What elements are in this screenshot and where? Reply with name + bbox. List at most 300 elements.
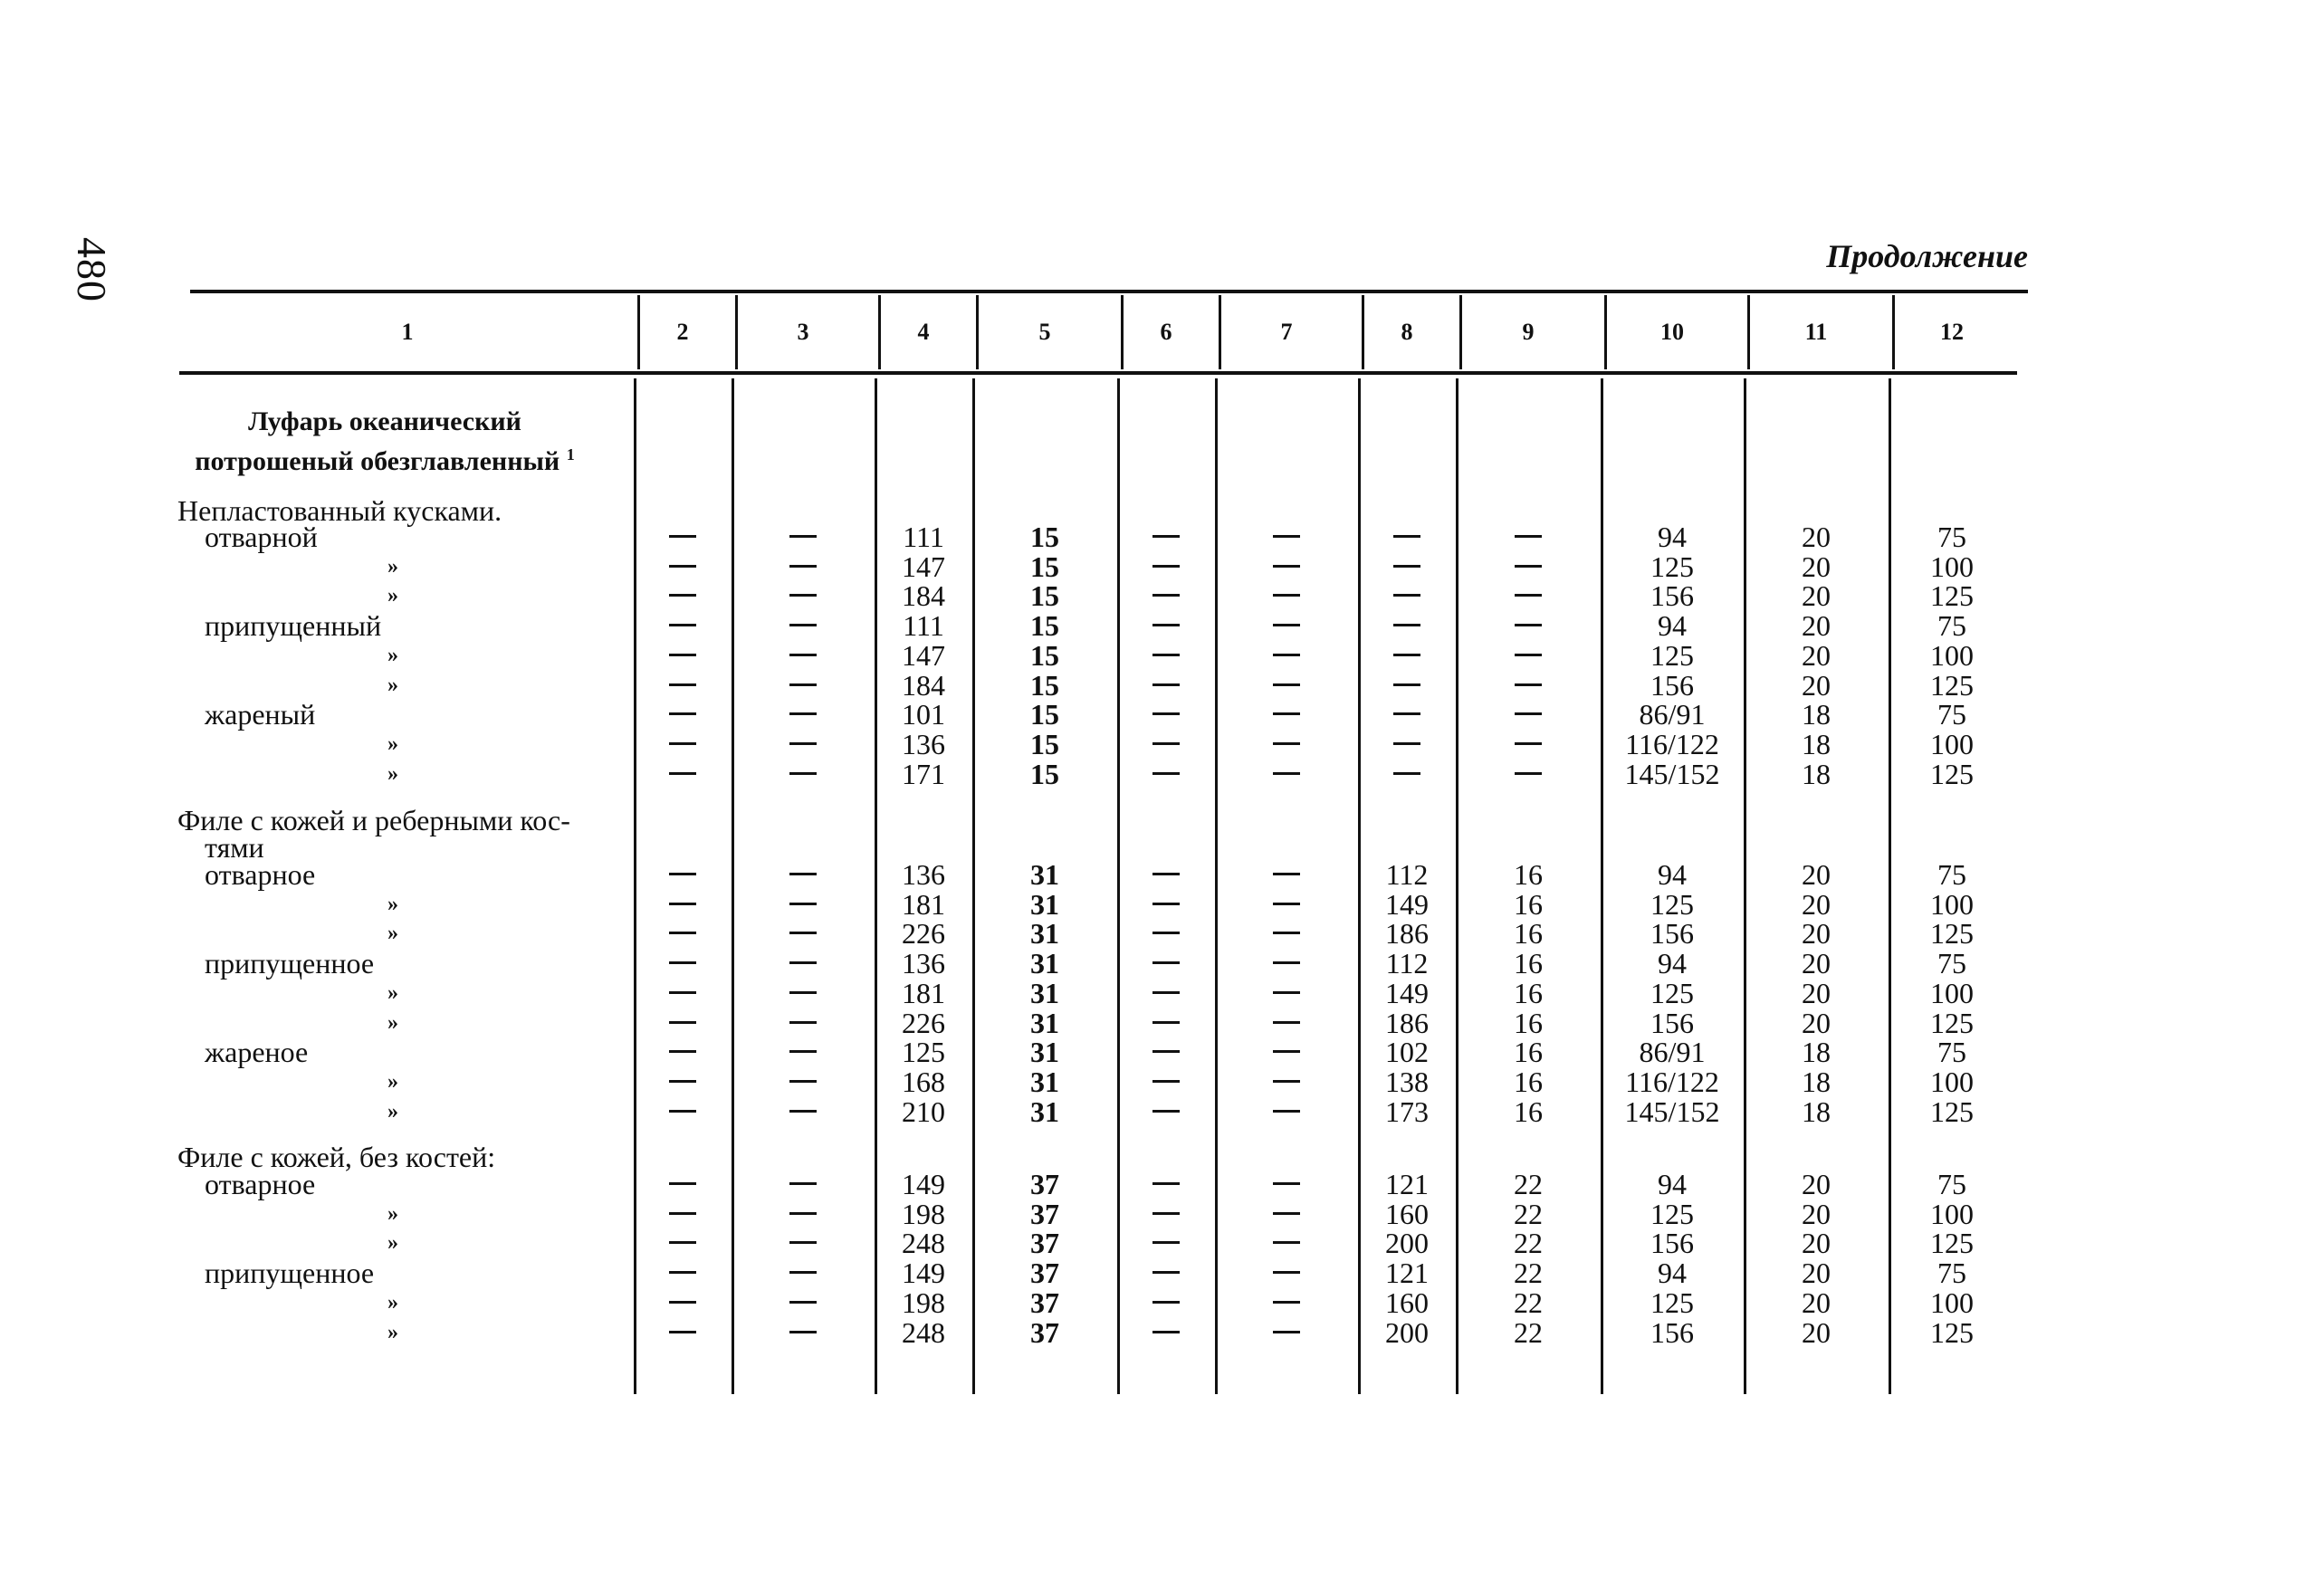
- cell-col8: 149: [1385, 976, 1429, 1009]
- empty-cell-dash: [669, 742, 696, 745]
- empty-cell-dash: [1393, 624, 1420, 626]
- cell-col11: 18: [1802, 757, 1831, 790]
- empty-cell-dash: [1515, 683, 1542, 686]
- section-title-line1: Луфарь океанический: [248, 406, 521, 436]
- cell-col11: 20: [1802, 1285, 1831, 1319]
- cell-col5: 15: [1030, 638, 1059, 672]
- cell-col4: 125: [902, 1036, 945, 1069]
- ditto-mark: »: [387, 584, 398, 608]
- empty-cell-dash: [669, 1271, 696, 1274]
- cell-col12: 100: [1930, 1065, 1974, 1098]
- ditto-mark: »: [387, 1069, 398, 1094]
- empty-cell-dash: [789, 1021, 817, 1024]
- empty-cell-dash: [1273, 565, 1300, 568]
- column-header-8: 8: [1401, 319, 1413, 345]
- header-bottom-rule: [179, 371, 2017, 375]
- page-number: 480: [69, 237, 115, 302]
- cell-col11: 20: [1802, 1315, 1831, 1349]
- cell-col10: 125: [1650, 887, 1694, 921]
- cell-col9: 16: [1514, 887, 1543, 921]
- cell-col5: 31: [1030, 1065, 1059, 1098]
- cell-col10: 116/122: [1625, 1065, 1719, 1098]
- empty-cell-dash: [1152, 991, 1180, 994]
- cell-col5: 31: [1030, 1036, 1059, 1069]
- empty-cell-dash: [1152, 873, 1180, 875]
- empty-cell-dash: [669, 903, 696, 905]
- empty-cell-dash: [669, 1212, 696, 1215]
- cell-col5: 15: [1030, 757, 1059, 790]
- empty-cell-dash: [1152, 594, 1180, 597]
- empty-cell-dash: [1273, 683, 1300, 686]
- empty-cell-dash: [1273, 903, 1300, 905]
- cell-col10: 156: [1650, 1315, 1694, 1349]
- cell-col11: 20: [1802, 638, 1831, 672]
- cell-col10: 156: [1650, 1006, 1694, 1039]
- empty-cell-dash: [669, 1080, 696, 1083]
- column-divider: [1215, 378, 1218, 1394]
- cell-col8: 102: [1385, 1036, 1429, 1069]
- column-divider: [634, 378, 636, 1394]
- cell-col11: 20: [1802, 1257, 1831, 1290]
- cell-col5: 15: [1030, 668, 1059, 702]
- column-header-5: 5: [1038, 319, 1051, 345]
- cell-col12: 75: [1937, 698, 1966, 731]
- ditto-mark: »: [387, 1010, 398, 1035]
- empty-cell-dash: [789, 565, 817, 568]
- empty-cell-dash: [1152, 535, 1180, 538]
- cell-col5: 31: [1030, 887, 1059, 921]
- cell-col8: 200: [1385, 1227, 1429, 1260]
- empty-cell-dash: [789, 1080, 817, 1083]
- empty-cell-dash: [669, 961, 696, 964]
- column-header-10: 10: [1660, 319, 1684, 345]
- cell-col8: 160: [1385, 1197, 1429, 1230]
- empty-cell-dash: [1152, 772, 1180, 775]
- cell-col10: 94: [1658, 1168, 1687, 1200]
- empty-cell-dash: [1393, 683, 1420, 686]
- cell-col8: 138: [1385, 1065, 1429, 1098]
- ditto-mark: »: [387, 1320, 398, 1344]
- cell-col8: 149: [1385, 887, 1429, 921]
- empty-cell-dash: [1393, 594, 1420, 597]
- empty-cell-dash: [1152, 683, 1180, 686]
- cell-col5: 37: [1030, 1227, 1059, 1260]
- cell-col8: 186: [1385, 917, 1429, 951]
- empty-cell-dash: [1152, 624, 1180, 626]
- cell-col12: 75: [1937, 609, 1966, 643]
- ditto-mark: »: [387, 673, 398, 697]
- cell-col4: 184: [902, 579, 945, 613]
- empty-cell-dash: [1515, 742, 1542, 745]
- empty-cell-dash: [1273, 594, 1300, 597]
- cell-col5: 37: [1030, 1257, 1059, 1290]
- empty-cell-dash: [789, 873, 817, 875]
- empty-cell-dash: [789, 932, 817, 934]
- empty-cell-dash: [1273, 624, 1300, 626]
- top-rule: [190, 290, 2028, 293]
- cell-col10: 125: [1650, 976, 1694, 1009]
- empty-cell-dash: [789, 772, 817, 775]
- cell-col12: 100: [1930, 887, 1974, 921]
- cell-col4: 136: [902, 858, 945, 891]
- empty-cell-dash: [789, 1182, 817, 1185]
- cell-col8: 200: [1385, 1315, 1429, 1349]
- column-header-2: 2: [676, 319, 689, 345]
- empty-cell-dash: [669, 932, 696, 934]
- column-divider: [1117, 378, 1120, 1394]
- cell-col4: 136: [902, 727, 945, 760]
- empty-cell-dash: [669, 624, 696, 626]
- empty-cell-dash: [1273, 712, 1300, 715]
- cell-col8: 173: [1385, 1094, 1429, 1128]
- row-label: отварное: [205, 858, 316, 891]
- empty-cell-dash: [669, 1301, 696, 1304]
- cell-col10: 116/122: [1625, 727, 1719, 760]
- cell-col9: 16: [1514, 947, 1543, 980]
- cell-col12: 100: [1930, 1285, 1974, 1319]
- empty-cell-dash: [1273, 991, 1300, 994]
- empty-cell-dash: [789, 991, 817, 994]
- cell-col5: 37: [1030, 1168, 1059, 1200]
- cell-col4: 181: [902, 976, 945, 1009]
- cell-col10: 86/91: [1639, 698, 1706, 731]
- cell-col5: 15: [1030, 727, 1059, 760]
- cell-col10: 125: [1650, 1285, 1694, 1319]
- cell-col12: 125: [1930, 1006, 1974, 1039]
- cell-col11: 20: [1802, 521, 1831, 553]
- empty-cell-dash: [1273, 1271, 1300, 1274]
- cell-col5: 31: [1030, 858, 1059, 891]
- cell-col4: 101: [902, 698, 945, 731]
- cell-col10: 125: [1650, 1197, 1694, 1230]
- cell-col4: 168: [902, 1065, 945, 1098]
- empty-cell-dash: [1273, 1301, 1300, 1304]
- cell-col10: 94: [1658, 1257, 1687, 1290]
- empty-cell-dash: [669, 712, 696, 715]
- continuation-label: Продолжение: [1826, 238, 2028, 274]
- empty-cell-dash: [789, 594, 817, 597]
- cell-col10: 94: [1658, 858, 1687, 891]
- cell-col9: 22: [1514, 1285, 1543, 1319]
- cell-col5: 37: [1030, 1197, 1059, 1230]
- empty-cell-dash: [1152, 1110, 1180, 1113]
- empty-cell-dash: [669, 1182, 696, 1185]
- empty-cell-dash: [1152, 961, 1180, 964]
- cell-col10: 156: [1650, 917, 1694, 951]
- column-header-3: 3: [797, 319, 809, 345]
- cell-col11: 20: [1802, 1197, 1831, 1230]
- empty-cell-dash: [669, 1331, 696, 1333]
- cell-col9: 16: [1514, 858, 1543, 891]
- cell-col12: 100: [1930, 727, 1974, 760]
- cell-col12: 125: [1930, 579, 1974, 613]
- cell-col11: 20: [1802, 609, 1831, 643]
- cell-col10: 94: [1658, 947, 1687, 980]
- ditto-mark: »: [387, 1231, 398, 1256]
- cell-col11: 20: [1802, 668, 1831, 702]
- row-label: припущенное: [205, 947, 375, 980]
- cell-col4: 136: [902, 947, 945, 980]
- empty-cell-dash: [1515, 712, 1542, 715]
- ditto-mark: »: [387, 643, 398, 667]
- empty-cell-dash: [789, 1301, 817, 1304]
- cell-col8: 121: [1385, 1168, 1429, 1200]
- cell-col11: 18: [1802, 727, 1831, 760]
- empty-cell-dash: [789, 961, 817, 964]
- cell-col9: 16: [1514, 976, 1543, 1009]
- empty-cell-dash: [789, 1212, 817, 1215]
- column-header-11: 11: [1804, 319, 1828, 345]
- empty-cell-dash: [669, 1050, 696, 1053]
- empty-cell-dash: [1515, 624, 1542, 626]
- empty-cell-dash: [1273, 1331, 1300, 1333]
- section-title: [181, 406, 588, 478]
- cell-col10: 156: [1650, 1227, 1694, 1260]
- cell-col5: 15: [1030, 521, 1059, 553]
- cell-col4: 198: [902, 1285, 945, 1319]
- empty-cell-dash: [1152, 654, 1180, 656]
- cell-col12: 125: [1930, 668, 1974, 702]
- ditto-mark: »: [387, 922, 398, 946]
- cell-col4: 210: [902, 1094, 945, 1128]
- empty-cell-dash: [669, 535, 696, 538]
- empty-cell-dash: [789, 535, 817, 538]
- empty-cell-dash: [789, 624, 817, 626]
- cell-col12: 75: [1937, 1168, 1966, 1200]
- cell-col10: 145/152: [1624, 1094, 1720, 1128]
- ditto-mark: »: [387, 980, 398, 1005]
- empty-cell-dash: [1152, 1212, 1180, 1215]
- column-header-12: 12: [1940, 319, 1964, 345]
- empty-cell-dash: [1152, 1301, 1180, 1304]
- cell-col9: 16: [1514, 1006, 1543, 1039]
- ditto-mark: »: [387, 1099, 398, 1123]
- empty-cell-dash: [789, 742, 817, 745]
- cell-col10: 125: [1650, 550, 1694, 583]
- empty-cell-dash: [1273, 742, 1300, 745]
- empty-cell-dash: [1152, 932, 1180, 934]
- cell-col10: 94: [1658, 609, 1687, 643]
- empty-cell-dash: [1152, 565, 1180, 568]
- empty-cell-dash: [1273, 873, 1300, 875]
- empty-cell-dash: [1515, 565, 1542, 568]
- empty-cell-dash: [789, 1050, 817, 1053]
- empty-cell-dash: [789, 903, 817, 905]
- empty-cell-dash: [789, 654, 817, 656]
- cell-col11: 20: [1802, 947, 1831, 980]
- empty-cell-dash: [1273, 932, 1300, 934]
- ditto-mark: »: [387, 761, 398, 786]
- column-header-1: 1: [401, 319, 414, 345]
- empty-cell-dash: [789, 712, 817, 715]
- empty-cell-dash: [1152, 742, 1180, 745]
- empty-cell-dash: [1515, 772, 1542, 775]
- cell-col12: 100: [1930, 638, 1974, 672]
- cell-col11: 20: [1802, 976, 1831, 1009]
- empty-cell-dash: [1152, 1271, 1180, 1274]
- ditto-mark: »: [387, 892, 398, 916]
- cell-col11: 20: [1802, 550, 1831, 583]
- empty-cell-dash: [1273, 1110, 1300, 1113]
- cell-col4: 149: [902, 1168, 945, 1200]
- empty-cell-dash: [1273, 772, 1300, 775]
- footnote-mark: 1: [566, 445, 575, 464]
- empty-cell-dash: [1515, 654, 1542, 656]
- empty-cell-dash: [1152, 1241, 1180, 1244]
- cell-col8: 121: [1385, 1257, 1429, 1290]
- empty-cell-dash: [669, 654, 696, 656]
- empty-cell-dash: [1152, 903, 1180, 905]
- cell-col8: 112: [1385, 947, 1429, 980]
- cell-col8: 186: [1385, 1006, 1429, 1039]
- empty-cell-dash: [1273, 654, 1300, 656]
- cell-col4: 198: [902, 1197, 945, 1230]
- cell-col11: 20: [1802, 1227, 1831, 1260]
- empty-cell-dash: [1273, 1182, 1300, 1185]
- cell-col12: 75: [1937, 947, 1966, 980]
- empty-cell-dash: [1393, 712, 1420, 715]
- empty-cell-dash: [1393, 565, 1420, 568]
- empty-cell-dash: [1273, 1021, 1300, 1024]
- row-label: отварное: [205, 1168, 316, 1200]
- ditto-mark: »: [387, 1290, 398, 1314]
- cell-col9: 16: [1514, 1036, 1543, 1069]
- column-header-4: 4: [917, 319, 930, 345]
- section-title-line2: потрошеный обезглавленный: [195, 446, 560, 476]
- empty-cell-dash: [1273, 1080, 1300, 1083]
- cell-col4: 111: [903, 609, 944, 643]
- cell-col11: 20: [1802, 1168, 1831, 1200]
- cell-col9: 22: [1514, 1168, 1543, 1200]
- cell-col11: 20: [1802, 887, 1831, 921]
- cell-col9: 22: [1514, 1197, 1543, 1230]
- cell-col8: 160: [1385, 1285, 1429, 1319]
- cell-col10: 145/152: [1624, 757, 1720, 790]
- empty-cell-dash: [669, 991, 696, 994]
- cell-col9: 16: [1514, 1094, 1543, 1128]
- empty-cell-dash: [1515, 535, 1542, 538]
- cell-col11: 18: [1802, 1036, 1831, 1069]
- empty-cell-dash: [789, 683, 817, 686]
- row-label: припущенный: [205, 609, 382, 643]
- empty-cell-dash: [669, 873, 696, 875]
- cell-col4: 184: [902, 668, 945, 702]
- empty-cell-dash: [789, 1241, 817, 1244]
- ditto-mark: »: [387, 554, 398, 578]
- cell-col12: 100: [1930, 976, 1974, 1009]
- cell-col10: 156: [1650, 668, 1694, 702]
- empty-cell-dash: [1273, 961, 1300, 964]
- empty-cell-dash: [1515, 594, 1542, 597]
- cell-col12: 100: [1930, 550, 1974, 583]
- cell-col5: 31: [1030, 917, 1059, 951]
- cell-col12: 75: [1937, 521, 1966, 553]
- cell-col4: 226: [902, 1006, 945, 1039]
- empty-cell-dash: [1273, 1241, 1300, 1244]
- group-title: тями: [205, 831, 264, 864]
- cell-col5: 15: [1030, 609, 1059, 643]
- cell-col4: 248: [902, 1315, 945, 1349]
- cell-col5: 15: [1030, 550, 1059, 583]
- cell-col4: 149: [902, 1257, 945, 1290]
- cell-col12: 75: [1937, 1036, 1966, 1069]
- cell-col4: 226: [902, 917, 945, 951]
- cell-col10: 94: [1658, 521, 1687, 553]
- cell-col5: 37: [1030, 1315, 1059, 1349]
- cell-col4: 111: [903, 521, 944, 553]
- cell-col5: 37: [1030, 1285, 1059, 1319]
- empty-cell-dash: [669, 1110, 696, 1113]
- ditto-mark: »: [387, 731, 398, 756]
- group-title: Непластованный кусками.: [177, 494, 502, 527]
- cell-col11: 20: [1802, 579, 1831, 613]
- empty-cell-dash: [1273, 1212, 1300, 1215]
- cell-col8: 112: [1385, 858, 1429, 891]
- column-divider: [732, 378, 734, 1394]
- group-title: Филе с кожей и реберными кос-: [177, 804, 570, 836]
- cell-col5: 15: [1030, 698, 1059, 731]
- empty-cell-dash: [1152, 712, 1180, 715]
- cell-col9: 22: [1514, 1227, 1543, 1260]
- cell-col10: 125: [1650, 638, 1694, 672]
- empty-cell-dash: [1152, 1050, 1180, 1053]
- row-label: отварной: [205, 521, 318, 553]
- cell-col5: 31: [1030, 947, 1059, 980]
- empty-cell-dash: [1152, 1331, 1180, 1333]
- cell-col9: 16: [1514, 917, 1543, 951]
- cell-col4: 147: [902, 638, 945, 672]
- cell-col9: 22: [1514, 1257, 1543, 1290]
- cell-col11: 20: [1802, 858, 1831, 891]
- cell-col4: 181: [902, 887, 945, 921]
- cell-col11: 18: [1802, 1065, 1831, 1098]
- cell-col10: 86/91: [1639, 1036, 1706, 1069]
- empty-cell-dash: [789, 1271, 817, 1274]
- cell-col12: 125: [1930, 1094, 1974, 1128]
- empty-cell-dash: [1152, 1080, 1180, 1083]
- empty-cell-dash: [789, 1110, 817, 1113]
- empty-cell-dash: [1273, 1050, 1300, 1053]
- cell-col12: 125: [1930, 917, 1974, 951]
- cell-col11: 18: [1802, 698, 1831, 731]
- empty-cell-dash: [789, 1331, 817, 1333]
- ditto-mark: »: [387, 1201, 398, 1226]
- cell-col4: 248: [902, 1227, 945, 1260]
- cell-col4: 171: [902, 757, 945, 790]
- row-label: припущенное: [205, 1257, 375, 1290]
- cell-col11: 18: [1802, 1094, 1831, 1128]
- empty-cell-dash: [1152, 1021, 1180, 1024]
- empty-cell-dash: [1393, 772, 1420, 775]
- cell-col5: 15: [1030, 579, 1059, 613]
- row-label: жареный: [205, 698, 316, 731]
- empty-cell-dash: [669, 1021, 696, 1024]
- cell-col12: 125: [1930, 1227, 1974, 1260]
- empty-cell-dash: [1273, 535, 1300, 538]
- empty-cell-dash: [1393, 535, 1420, 538]
- column-header-9: 9: [1522, 319, 1535, 345]
- empty-cell-dash: [1152, 1182, 1180, 1185]
- cell-col12: 100: [1930, 1197, 1974, 1230]
- empty-cell-dash: [669, 683, 696, 686]
- column-header-6: 6: [1160, 319, 1172, 345]
- cell-col4: 147: [902, 550, 945, 583]
- group-title: Филе с кожей, без костей:: [177, 1141, 496, 1173]
- cell-col5: 31: [1030, 1094, 1059, 1128]
- cell-col12: 75: [1937, 1257, 1966, 1290]
- cell-col5: 31: [1030, 1006, 1059, 1039]
- empty-cell-dash: [669, 565, 696, 568]
